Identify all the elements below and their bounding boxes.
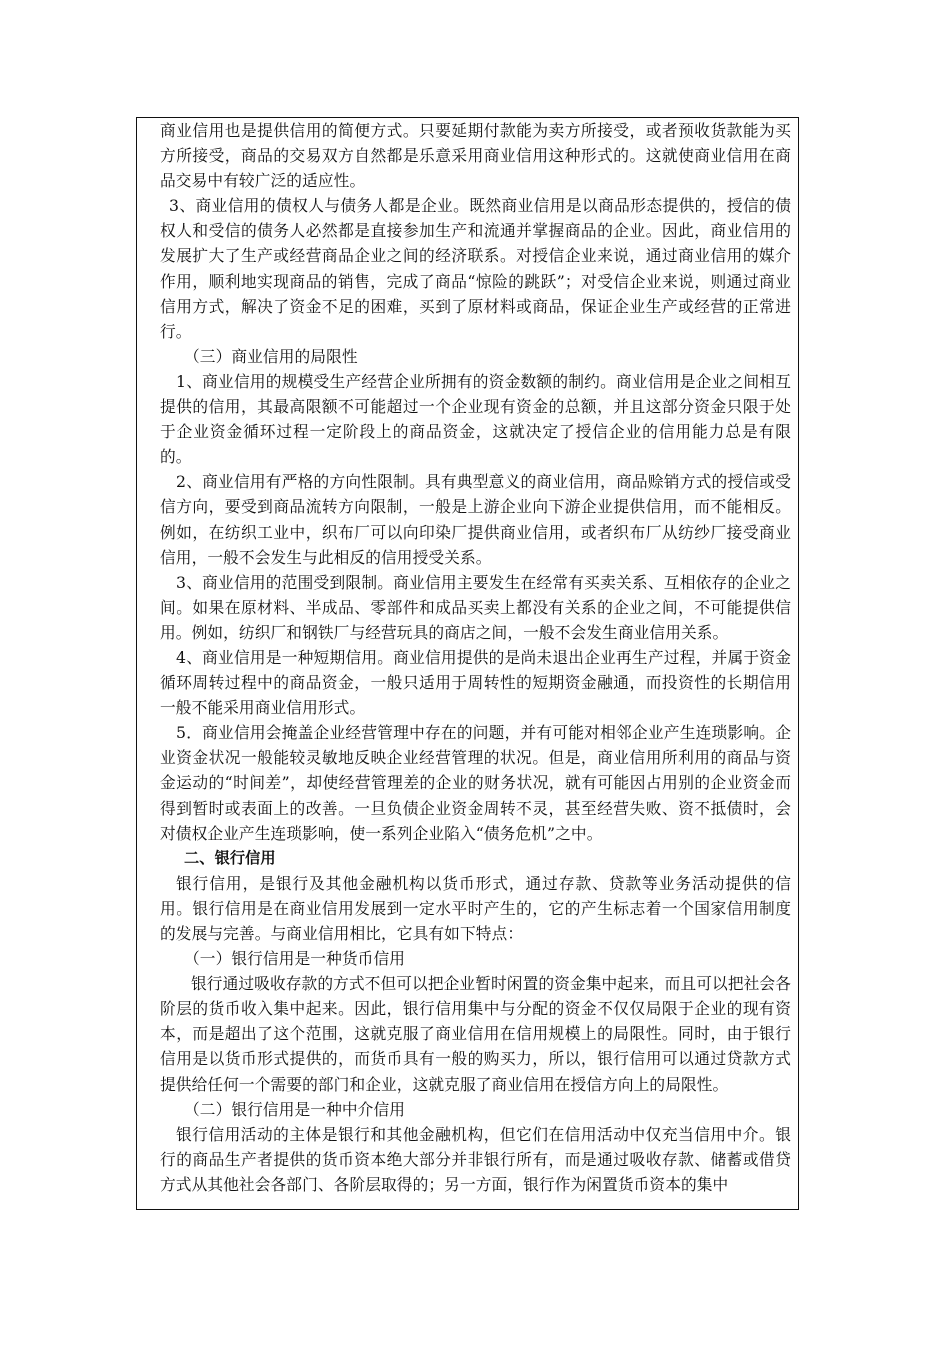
subheading-intermediary-credit: （二）银行信用是一种中介信用 [184, 1099, 406, 1119]
paragraph-limit-scale: 1、商业信用的规模受生产经营企业所拥有的资金数额的制约。商业信用是企业之间相互提供的信用，其最高限额不可能超过一个企业现有资金的总额，并且这部分资金只限于处于企业资金循环过程一定阶段上的商品资金，这就决定了授信企业的信用能力总是有限的。 [160, 371, 791, 467]
paragraph-bank-credit-definition: 银行信用，是银行及其他金融机构以货币形式，通过存款、贷款等业务活动提供的信用。银行信用是在商业信用发展到一定水平时产生的，它的产生标志着一个国家信用制度的发展与完善。与商业信用相比，它具有如下特点： [160, 873, 791, 943]
section-heading-limitations: （三）商业信用的局限性 [184, 346, 358, 366]
paragraph-limit-masking-problems: 5．商业信用会掩盖企业经营管理中存在的问题，并有可能对相邻企业产生连琐影响。企业资金状况一般能较灵敏地反映企业经营管理的状况。但是，商业信用所利用的商品与资金运动的“时间差”，却使经营管理差的企业的财务状况，就有可能因占用别的企业资金而得到暂时或表面上的改善。一旦负债企业资金周转不灵，甚至经营失败、资不抵债时，会对债权企业产生连琐影响，使一系列企业陷入“债务危机”之中。 [160, 723, 791, 843]
paragraph-limit-short-term: 4、商业信用是一种短期信用。商业信用提供的是尚未退出企业再生产过程，并属于资金循环周转过程中的商品资金，一般只适用于周转性的短期资金融通，而投资性的长期信用一般不能采用商业信用形式。 [160, 647, 791, 718]
document-body [160, 118, 791, 1197]
paragraph-limit-direction: 2、商业信用有严格的方向性限制。具有典型意义的商业信用，商品赊销方式的授信或受信方向，要受到商品流转方向限制，一般是上游企业向下游企业提供信用，而不能相反。例如，在纺织工业中，织布厂可以向印染厂提供商业信用，或者织布厂从纺纱厂接受商业信用，一般不会发生与此相反的信用授受关系。 [160, 472, 791, 567]
paragraph-intermediary-credit: 银行信用活动的主体是银行和其他金融机构，但它们在信用活动中仅充当信用中介。银行的商品生产者提供的货币资本绝大部分并非银行所有，而是通过吸收存款、储蓄或借贷方式从其他社会各部门、各阶层取得的；另一方面，银行作为闲置货币资本的集中 [160, 1124, 791, 1194]
paragraph-monetary-credit: 银行通过吸收存款的方式不但可以把企业暂时闲置的资金集中起来，而且可以把社会各阶层的货币收入集中起来。因此，银行信用集中与分配的资金不仅仅局限于企业的现有资本，而是超出了这个范围，这就克服了商业信用在信用规模上的局限性。同时，由于银行信用是以货币形式提供的，而货币具有一般的购买力，所以，银行信用可以通过贷款方式提供给任何一个需要的部门和企业，这就克服了商业信用在授信方向上的局限性。 [160, 974, 791, 1094]
paragraph-creditor-debtor-enterprises: 3、商业信用的债权人与债务人都是企业。既然商业信用是以商品形态提供的，授信的债权人和受信的债务人必然都是直接参加生产和流通并掌握商品的企业。因此，商业信用的发展扩大了生产或经营商品企业之间的经济联系。对授信企业来说，通过商业信用的媒介作用，顺利地实现商品的销售，完成了商品“惊险的跳跃”；对受信企业来说，则通过商业信用方式，解决了资金不足的困难，买到了原材料或商品，保证企业生产或经营的正常进行。 [160, 196, 791, 341]
paragraph-commercial-credit-convenience: 商业信用也是提供信用的简便方式。只要延期付款能为卖方所接受，或者预收货款能为买方所接受，商品的交易双方自然都是乐意采用商业信用这种形式的。这就使商业信用在商品交易中有较广泛的适应性。 [160, 121, 791, 191]
section-heading-bank-credit: 二、银行信用 [184, 848, 276, 867]
paragraph-limit-scope: 3、商业信用的范围受到限制。商业信用主要发生在经常有买卖关系、互相依存的企业之间。如果在原材料、半成品、零部件和成品买卖上都没有关系的企业之间，不可能提供信用。例如，纺织厂和钢铁厂与经营玩具的商店之间，一般不会发生商业信用关系。 [160, 572, 791, 642]
subheading-monetary-credit: （一）银行信用是一种货币信用 [184, 949, 406, 969]
document-frame [136, 117, 799, 1210]
